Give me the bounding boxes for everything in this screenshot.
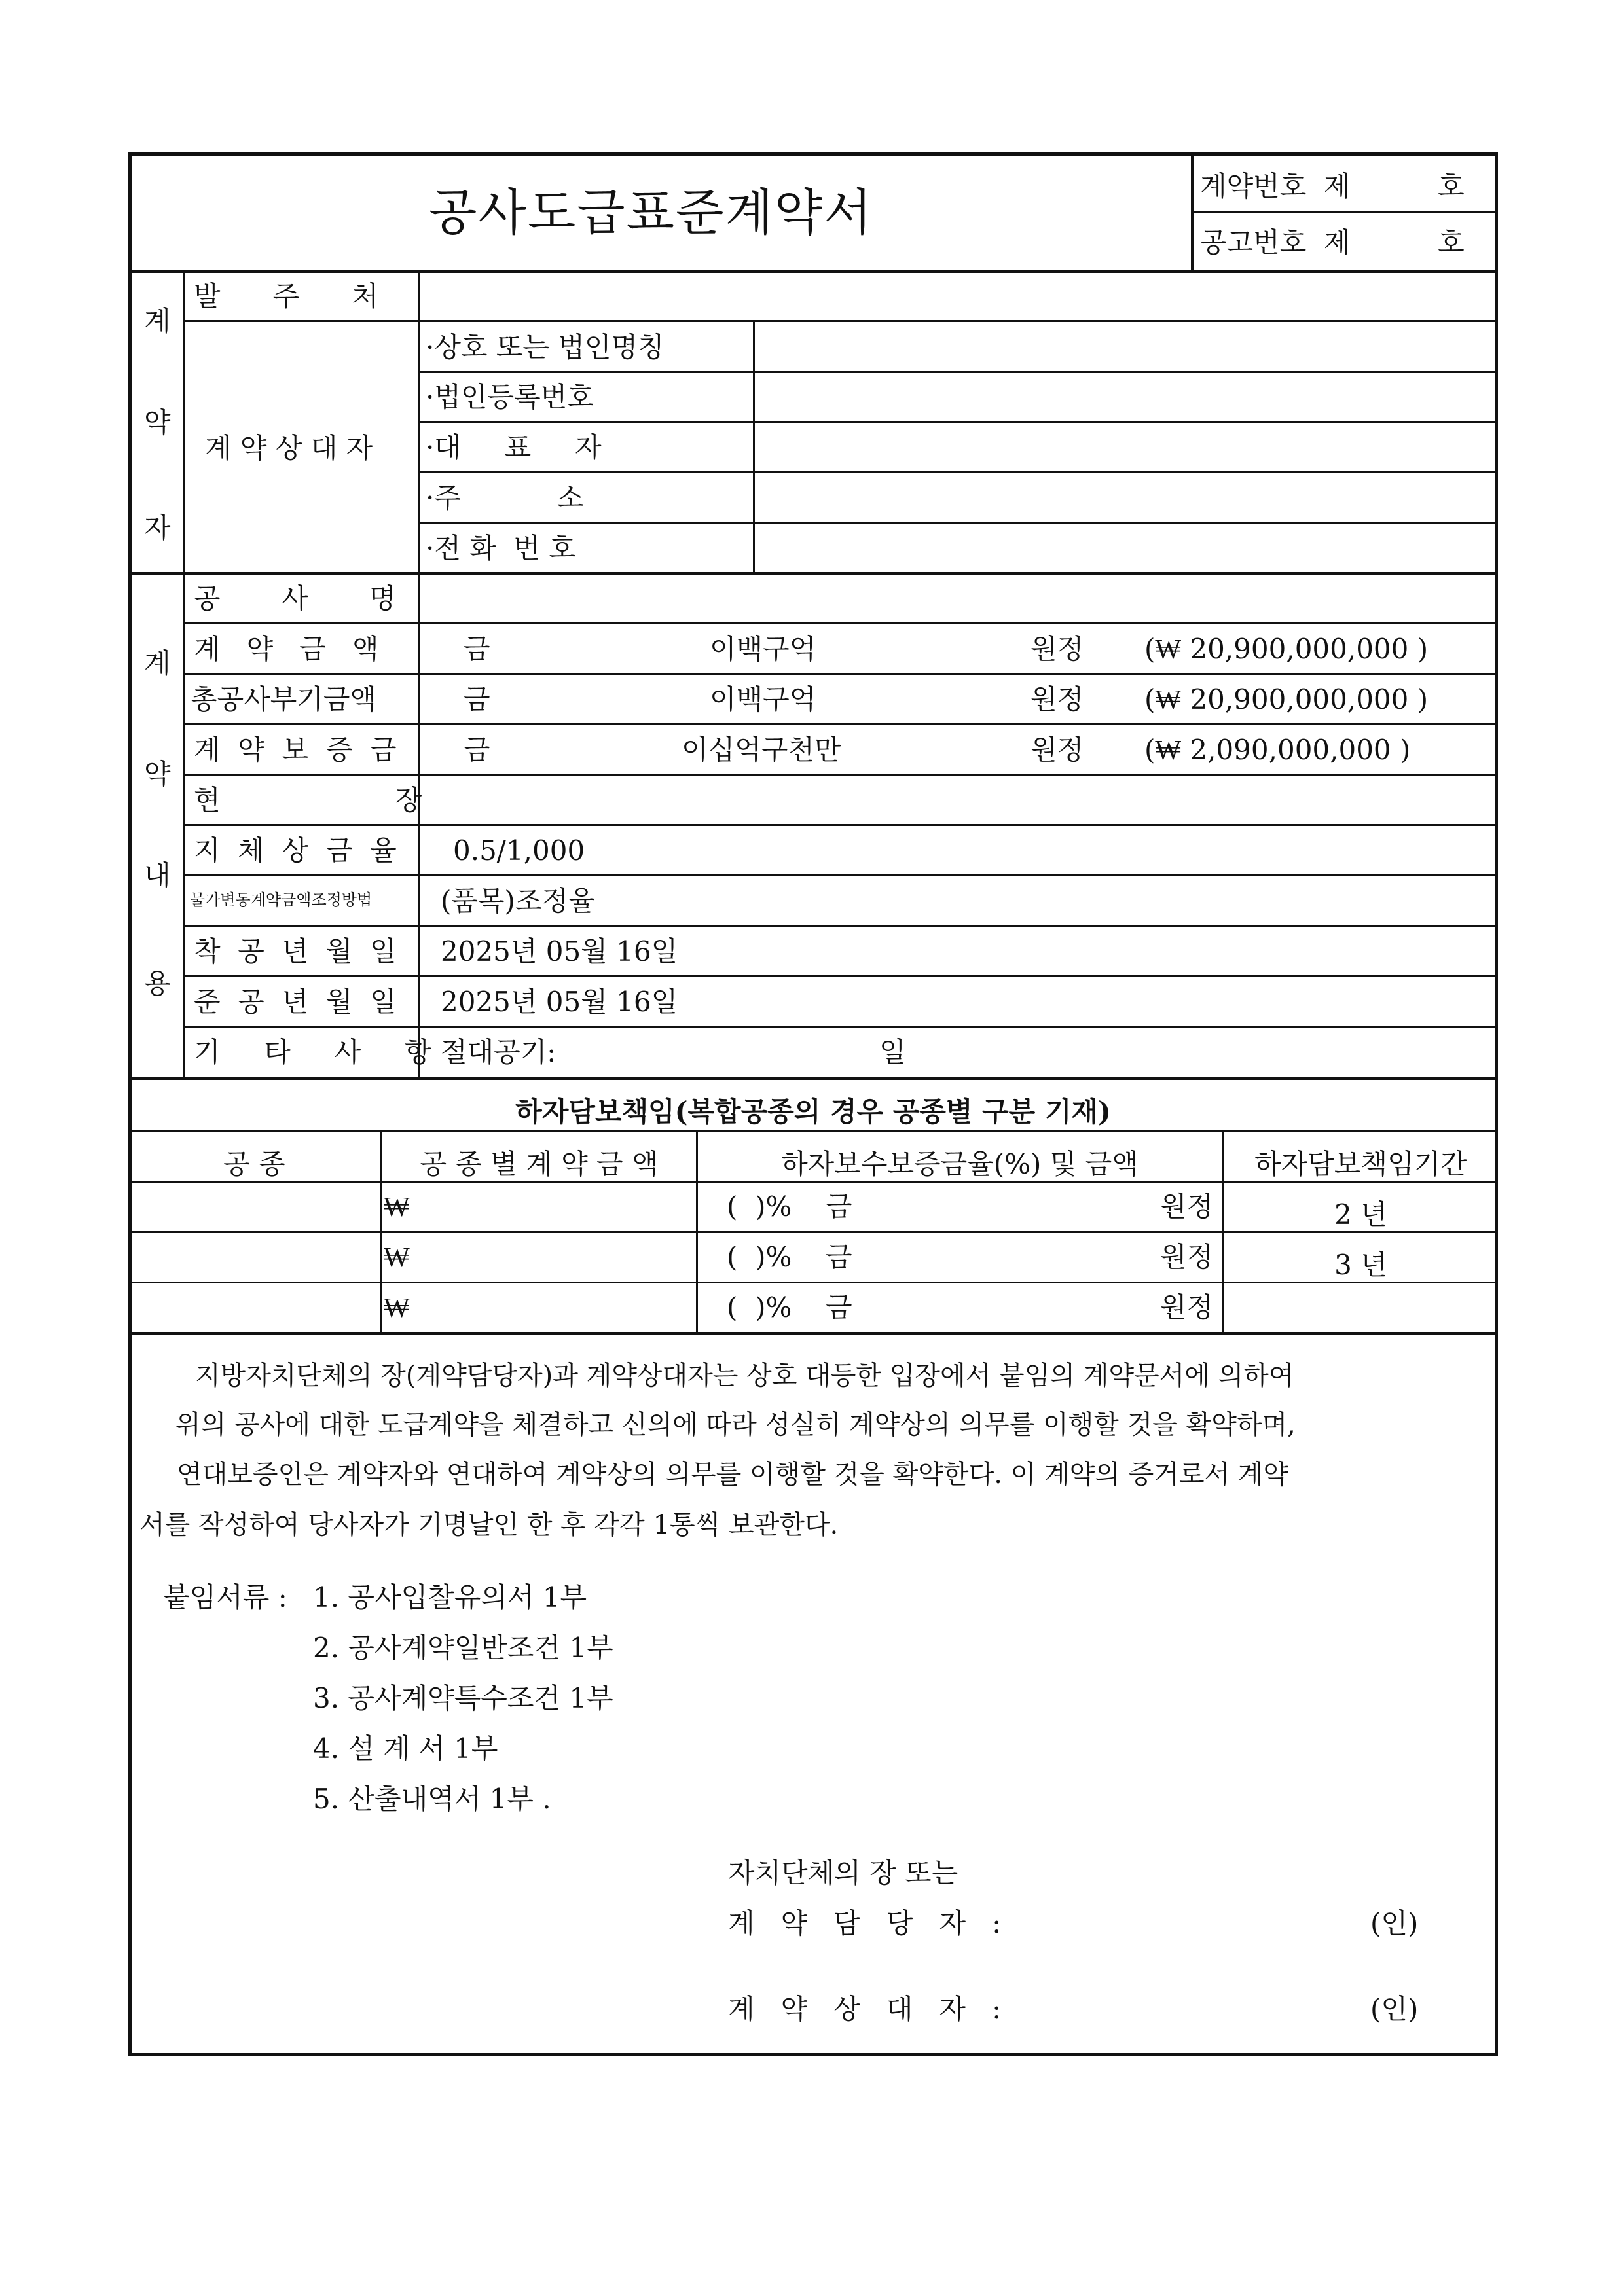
warranty-won-sign: ₩ — [384, 1291, 410, 1323]
warranty-column-header: 하자담보책임기간 — [1254, 1148, 1467, 1180]
contract-number: 계약번호 제 호 — [1200, 170, 1465, 202]
warranty-rate: ( )% — [727, 1291, 792, 1323]
warranty-geum: 금 — [826, 1191, 852, 1223]
amount-unit: 원정 — [1030, 633, 1084, 665]
warranty-unit: 원정 — [1160, 1241, 1214, 1273]
warranty-unit: 원정 — [1160, 1191, 1214, 1223]
document-title: 공사도급표준계약서 — [429, 183, 873, 242]
attachment-item: 4. 설 계 서 1부 — [313, 1732, 498, 1765]
warranty-unit: 원정 — [1160, 1291, 1214, 1323]
counterparty-signature-label: 계 약 상 대 자 : — [728, 1993, 1002, 2025]
section-label-char: 계 — [144, 647, 171, 679]
price-adjustment-label: 물가변동계약금액조정방법 — [190, 891, 373, 909]
attachment-item: 5. 산출내역서 1부 . — [313, 1783, 551, 1815]
start-date-value: 2025년 05월 16일 — [441, 935, 678, 967]
section-label-char: 용 — [144, 967, 171, 999]
site-label: 현 장 — [194, 784, 422, 816]
amount-unit: 원정 — [1030, 683, 1084, 715]
delay-rate-label: 지 체 상 금 율 — [194, 834, 397, 867]
warranty-geum: 금 — [826, 1291, 852, 1323]
warranty-column-header: 공 종 — [223, 1148, 285, 1180]
contract-officer-label: 계 약 담 당 자 : — [728, 1907, 1002, 1939]
attachment-item: 1. 공사입찰유의서 1부 — [313, 1581, 587, 1613]
warranty-heading: 하자담보책임(복합공종의 경우 공종별 구분 기재) — [515, 1096, 1111, 1128]
seal-mark: (인) — [1370, 1907, 1419, 1939]
completion-date-value: 2025년 05월 16일 — [441, 986, 678, 1018]
work-name-label: 공 사 명 — [194, 583, 396, 615]
counterparty-label: 계 약 상 대 자 — [205, 432, 373, 464]
warranty-rate: ( )% — [727, 1241, 792, 1273]
warranty-period: 2 년 — [1334, 1198, 1387, 1230]
amount-unit: 원정 — [1030, 734, 1084, 766]
price-adjustment-value: (품목)조정율 — [441, 885, 595, 917]
other-matters-unit: 일 — [879, 1036, 906, 1068]
amount-numeric: (₩ 20,900,000,000 ) — [1144, 683, 1429, 715]
owner-label: 발 주 처 — [194, 280, 378, 312]
party-field-label: ·대 표 자 — [426, 431, 602, 463]
agreement-line: 연대보증인은 계약자와 연대하여 계약상의 의무를 이행할 것을 확약한다. 이 계약의 증거로서 계약 — [177, 1460, 1289, 1490]
warranty-period: 3 년 — [1334, 1249, 1387, 1281]
amount-label: 계 약 보 증 금 — [194, 734, 397, 766]
amount-prefix: 금 — [464, 683, 490, 715]
amount-prefix: 금 — [464, 633, 490, 665]
amount-korean: 이백구억 — [710, 633, 816, 665]
agreement-line: 위의 공사에 대한 도급계약을 체결하고 신의에 따라 성실히 계약상의 의무를 이행할 것을 확약하며, — [175, 1410, 1296, 1440]
amount-label: 총공사부기금액 — [191, 683, 377, 715]
other-matters-label: 기 타 사 항 — [194, 1036, 431, 1068]
amount-prefix: 금 — [464, 734, 490, 766]
section-label-char: 내 — [144, 859, 171, 891]
section-label-char: 약 — [144, 406, 171, 439]
attachments-label: 붙임서류 : — [163, 1581, 287, 1613]
warranty-rate: ( )% — [727, 1191, 792, 1223]
party-field-label: ·법인등록번호 — [426, 381, 594, 413]
other-matters-value: 절대공기: — [441, 1036, 556, 1068]
amount-korean: 이십억구천만 — [682, 734, 841, 766]
warranty-column-header: 하자보수보증금율(%) 및 금액 — [781, 1148, 1139, 1180]
attachment-item: 3. 공사계약특수조건 1부 — [313, 1682, 613, 1714]
section-label-char: 자 — [144, 512, 171, 544]
attachment-item: 2. 공사계약일반조건 1부 — [313, 1632, 613, 1664]
seal-mark: (인) — [1370, 1993, 1419, 2025]
party-field-label: ·전 화 번 호 — [426, 532, 576, 564]
amount-korean: 이백구억 — [710, 683, 816, 715]
party-field-label: ·주 소 — [426, 482, 584, 514]
section-label-char: 약 — [144, 758, 171, 790]
warranty-geum: 금 — [826, 1241, 852, 1273]
warranty-won-sign: ₩ — [384, 1241, 410, 1273]
start-date-label: 착 공 년 월 일 — [194, 935, 397, 967]
agreement-line: 서를 작성하여 당사자가 기명날인 한 후 각각 1통씩 보관한다. — [139, 1510, 839, 1540]
amount-label: 계 약 금 액 — [194, 633, 379, 665]
owner-signatory-title: 자치단체의 장 또는 — [728, 1857, 958, 1889]
delay-rate-value: 0.5/1,000 — [453, 834, 585, 867]
warranty-won-sign: ₩ — [384, 1191, 410, 1223]
amount-numeric: (₩ 2,090,000,000 ) — [1144, 734, 1411, 766]
agreement-line: 지방자치단체의 장(계약담당자)과 계약상대자는 상호 대등한 입장에서 붙임의 계약문서에 의하여 — [195, 1361, 1294, 1391]
notice-number: 공고번호 제 호 — [1200, 226, 1465, 259]
amount-numeric: (₩ 20,900,000,000 ) — [1144, 633, 1429, 665]
party-field-label: ·상호 또는 법인명칭 — [426, 331, 665, 363]
warranty-column-header: 공 종 별 계 약 금 액 — [420, 1148, 659, 1180]
section-label-char: 계 — [144, 305, 171, 337]
completion-date-label: 준 공 년 월 일 — [194, 986, 397, 1018]
